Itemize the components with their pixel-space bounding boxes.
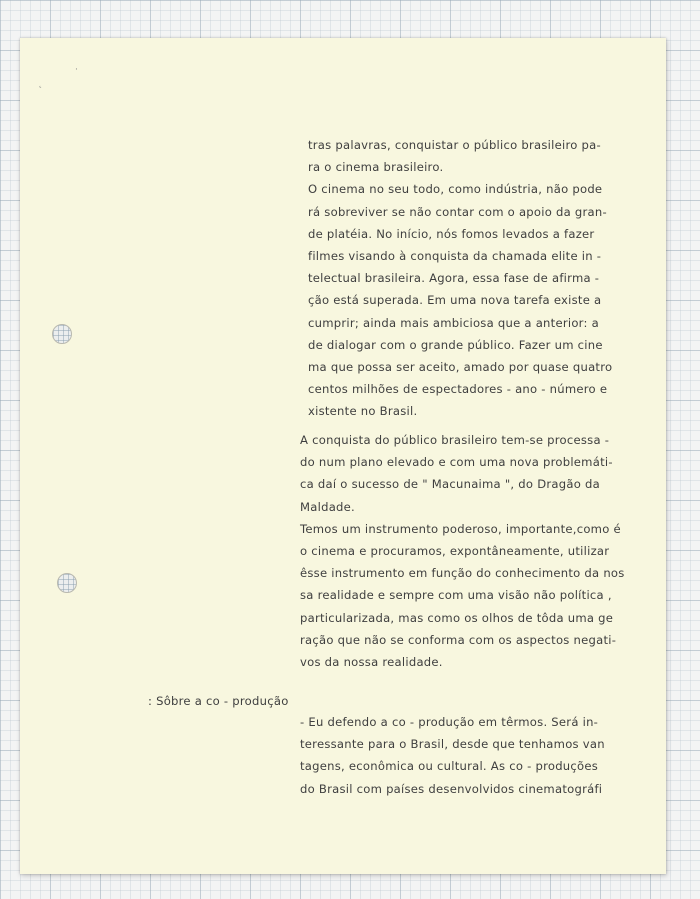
text-line: de platéia. No início, nós fomos levados a fazer (308, 226, 595, 241)
text-line: sa realidade e sempre com uma visão não política , (300, 588, 612, 603)
text-line: de dialogar com o grande público. Fazer um cine (308, 337, 603, 352)
text-line: O cinema no seu todo, como indústria, não pode (308, 182, 603, 197)
text-line: do Brasil com países desenvolvidos cinematográfi (300, 781, 603, 796)
punch-hole-bottom (57, 573, 77, 593)
text-line: Temos um instrumento poderoso, importante,como é (300, 521, 621, 536)
text-line: - Eu defendo a co - produção em têrmos. Será in- (300, 715, 599, 729)
text-line: do num plano elevado e com uma nova problemáti- (300, 455, 613, 470)
text-line: A conquista do público brasileiro tem-se processa - (300, 433, 610, 447)
text-line: ção está superada. Em uma nova tarefa existe a (308, 293, 602, 308)
text-line: ma que possa ser aceito, amado por quase quatro (308, 359, 613, 374)
text-line: o cinema e procuramos, expontâneamente, utilizar (300, 543, 610, 558)
text-line: teressante para o Brasil, desde que tenhamos van (300, 737, 605, 752)
body-text-top (308, 134, 612, 422)
paper-mark: ˛ (38, 79, 43, 89)
text-line: rá sobreviver se não contar com o apoio da gran- (308, 204, 607, 219)
text-line: centos milhões de espectadores - ano - número e (308, 382, 608, 397)
text-line: vos da nossa realidade. (300, 654, 443, 669)
text-line: ca daí o sucesso de " Macunaima ", do Dragão da (300, 477, 600, 492)
paper-mark: · (75, 65, 78, 75)
body-text-middle (300, 429, 625, 673)
typewritten-page (20, 38, 666, 874)
text-line: telectual brasileira. Agora, essa fase de afirma - (308, 271, 600, 286)
text-line: tras palavras, conquistar o público brasileiro pa- (308, 138, 601, 152)
punch-hole-top (52, 324, 72, 344)
text-line: xistente no Brasil. (308, 404, 418, 419)
text-line: tagens, econômica ou cultural. As co - produções (300, 759, 599, 774)
text-line: ração que não se conforma com os aspectos negati- (300, 632, 617, 647)
text-line: Maldade. (300, 499, 355, 514)
answer-text (300, 711, 605, 800)
section-heading: : Sôbre a co - produção (148, 694, 289, 708)
text-line: êsse instrumento em função do conhecimento da nos (300, 566, 625, 581)
text-line: ra o cinema brasileiro. (308, 160, 444, 175)
text-line: filmes visando à conquista da chamada elite in - (308, 248, 602, 263)
text-line: particularizada, mas como os olhos de tôda uma ge (300, 610, 614, 625)
text-line: cumprir; ainda mais ambiciosa que a anterior: a (308, 315, 599, 330)
